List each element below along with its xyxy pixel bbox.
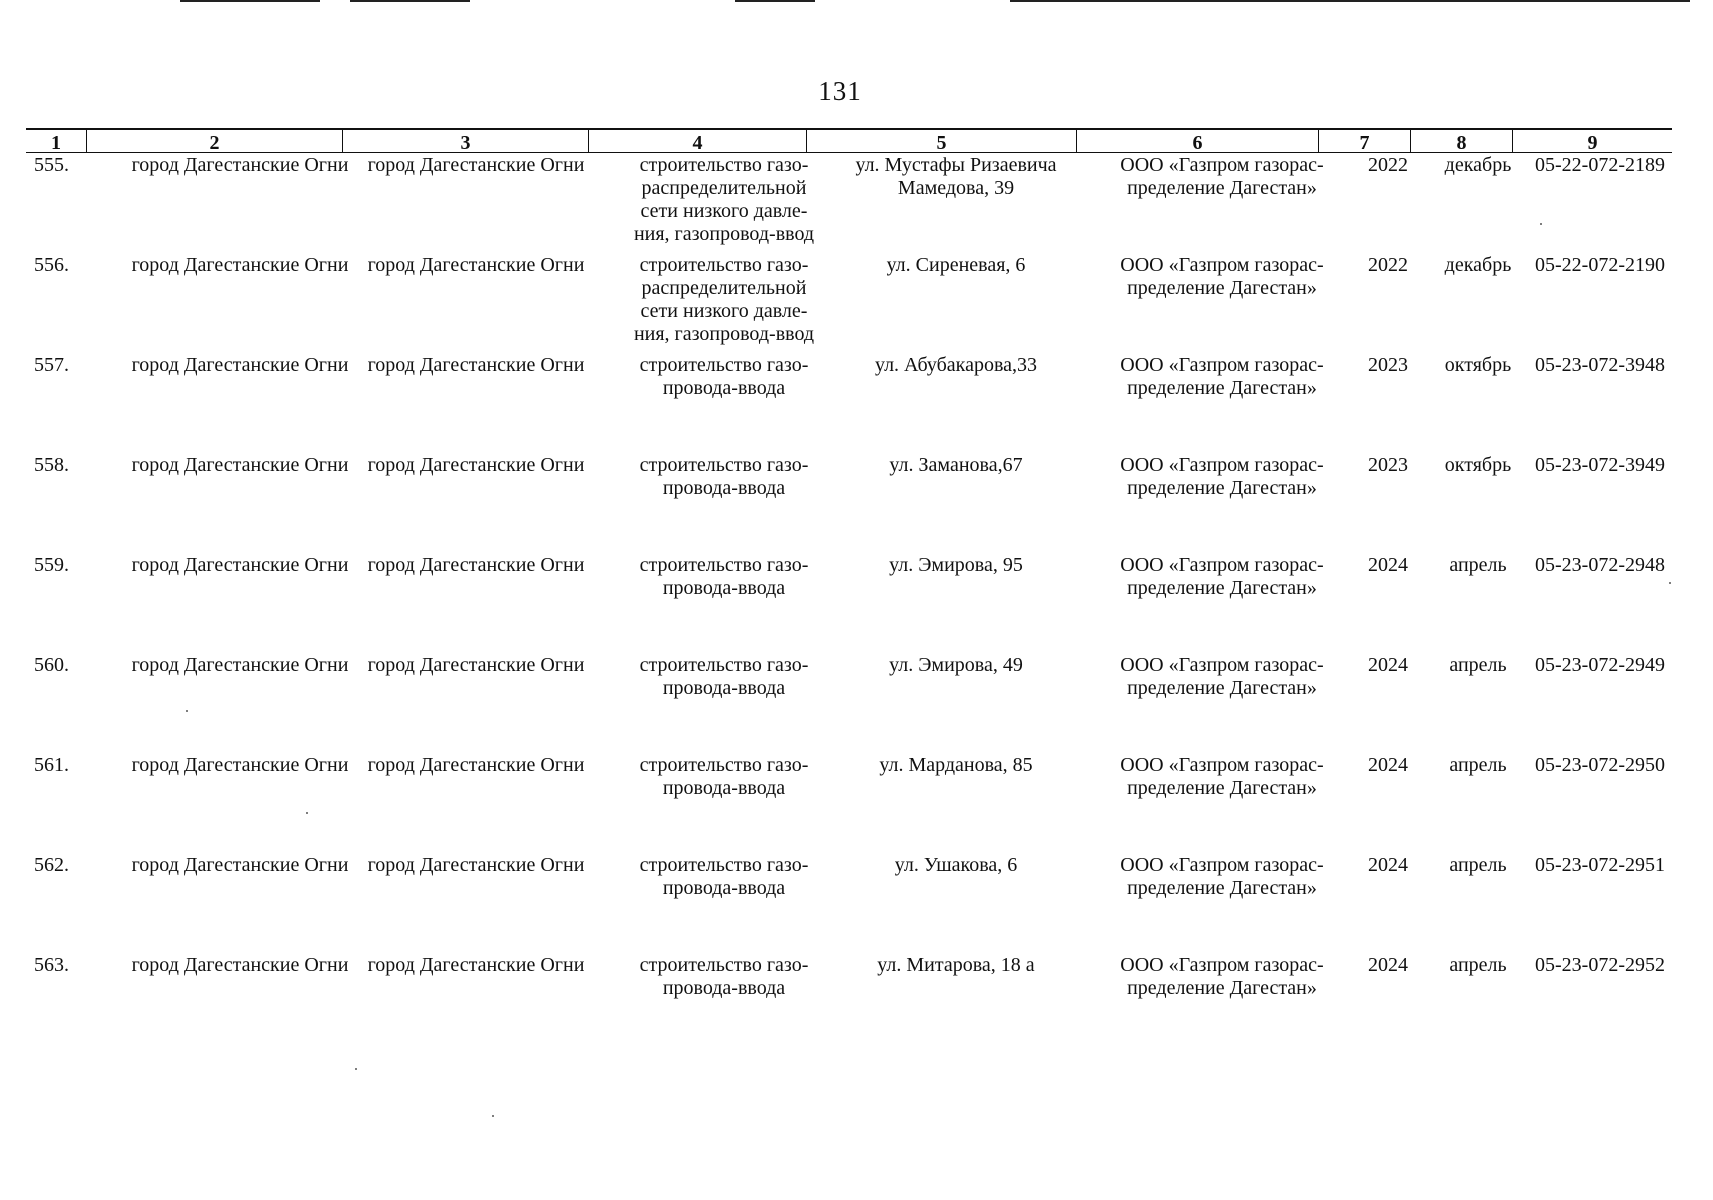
column-header: 8 <box>1410 130 1512 152</box>
address-line: ул. Ушакова, 6 <box>894 854 1018 876</box>
operator-line: пределение Дагестан» <box>1127 777 1317 799</box>
settlement-cell: город Дагестанские Огни <box>131 354 349 376</box>
municipality-cell: город Дагестанские Огни <box>367 754 585 776</box>
municipality-cell: город Дагестанские Огни <box>367 354 585 376</box>
year-cell: 2022 <box>1368 254 1408 276</box>
month-cell: апрель <box>1449 954 1507 976</box>
row-number: 555. <box>34 154 69 176</box>
table-row <box>26 654 1672 754</box>
operator-line: пределение Дагестан» <box>1127 377 1317 399</box>
operator-line: ООО «Газпром газорас- <box>1120 954 1324 976</box>
month-cell: октябрь <box>1444 354 1512 376</box>
code-cell: 05-22-072-2189 <box>1535 154 1665 176</box>
year-cell: 2024 <box>1368 654 1408 676</box>
table-row <box>26 354 1672 454</box>
table-row <box>26 454 1672 554</box>
column-header: 9 <box>1512 130 1672 152</box>
work-type-line: распределительной <box>641 277 807 299</box>
row-number: 562. <box>34 854 69 876</box>
operator-line: ООО «Газпром газорас- <box>1120 254 1324 276</box>
municipality-cell: город Дагестанские Огни <box>367 554 585 576</box>
table-row <box>26 254 1672 354</box>
column-header: 5 <box>806 130 1076 152</box>
table-row <box>26 554 1672 654</box>
column-header: 6 <box>1076 130 1318 152</box>
work-type-line: провода-ввода <box>662 677 786 699</box>
column-header: 2 <box>86 130 342 152</box>
settlement-cell: город Дагестанские Огни <box>131 254 349 276</box>
address-cell <box>806 454 1106 477</box>
column-header: 1 <box>51 132 61 154</box>
municipality-cell: город Дагестанские Огни <box>367 254 585 276</box>
operator-line: пределение Дагестан» <box>1127 577 1317 599</box>
year-cell: 2024 <box>1368 954 1408 976</box>
municipality-cell: город Дагестанские Огни <box>367 854 585 876</box>
operator-line: ООО «Газпром газорас- <box>1120 454 1324 476</box>
settlement-cell: город Дагестанские Огни <box>131 654 349 676</box>
work-type-line: провода-ввода <box>662 477 786 499</box>
work-type-line: провода-ввода <box>662 977 786 999</box>
work-type-line: строительство газо- <box>639 354 809 376</box>
work-type-line: распределительной <box>641 177 807 199</box>
address-cell <box>806 854 1106 877</box>
year-cell: 2023 <box>1368 354 1408 376</box>
operator-cell <box>1090 154 1354 200</box>
column-header: 4 <box>588 130 806 152</box>
address-line: ул. Эмирова, 95 <box>889 554 1023 576</box>
address-line: ул. Митарова, 18 а <box>877 954 1035 976</box>
municipality-cell: город Дагестанские Огни <box>367 954 585 976</box>
table-row <box>26 154 1672 254</box>
code-cell: 05-23-072-2950 <box>1535 754 1665 776</box>
settlement-cell: город Дагестанские Огни <box>131 554 349 576</box>
operator-cell <box>1090 854 1354 900</box>
column-header: 7 <box>1318 130 1410 152</box>
operator-line: ООО «Газпром газорас- <box>1120 154 1324 176</box>
work-type-line: сети низкого давле- <box>640 200 808 222</box>
operator-line: пределение Дагестан» <box>1127 877 1317 899</box>
scan-edge-line <box>350 0 470 2</box>
table-row <box>26 854 1672 954</box>
code-cell: 05-23-072-3949 <box>1535 454 1665 476</box>
code-cell: 05-23-072-2952 <box>1535 954 1665 976</box>
table-row <box>26 954 1672 1054</box>
operator-line: ООО «Газпром газорас- <box>1120 354 1324 376</box>
address-cell <box>806 254 1106 277</box>
row-number: 561. <box>34 754 69 776</box>
operator-line: ООО «Газпром газорас- <box>1120 554 1324 576</box>
scan-edge-line <box>1010 0 1690 2</box>
operator-cell <box>1090 254 1354 300</box>
operator-cell <box>1090 754 1354 800</box>
year-cell: 2023 <box>1368 454 1408 476</box>
work-type-line: строительство газо- <box>639 254 809 276</box>
address-cell <box>806 654 1106 677</box>
operator-line: ООО «Газпром газорас- <box>1120 754 1324 776</box>
operator-line: пределение Дагестан» <box>1127 677 1317 699</box>
row-number: 557. <box>34 354 69 376</box>
scan-speck <box>355 1068 357 1070</box>
work-type-line: провода-ввода <box>662 877 786 899</box>
operator-cell <box>1090 354 1354 400</box>
code-cell: 05-23-072-2948 <box>1535 554 1665 576</box>
municipality-cell: город Дагестанские Огни <box>367 454 585 476</box>
operator-cell <box>1090 954 1354 1000</box>
address-line: Мамедова, 39 <box>897 177 1015 199</box>
address-cell <box>806 154 1106 200</box>
scan-speck <box>1669 582 1671 584</box>
municipality-cell: город Дагестанские Огни <box>367 154 585 176</box>
year-cell: 2024 <box>1368 754 1408 776</box>
row-number: 560. <box>34 654 69 676</box>
settlement-cell: город Дагестанские Огни <box>131 954 349 976</box>
address-line: ул. Заманова,67 <box>889 454 1023 476</box>
operator-line: пределение Дагестан» <box>1127 177 1317 199</box>
code-cell: 05-22-072-2190 <box>1535 254 1665 276</box>
work-type-line: строительство газо- <box>639 954 809 976</box>
code-cell: 05-23-072-3948 <box>1535 354 1665 376</box>
operator-cell <box>1090 554 1354 600</box>
work-type-line: провода-ввода <box>662 377 786 399</box>
scan-edge-line <box>735 0 815 2</box>
settlement-cell: город Дагестанские Огни <box>131 154 349 176</box>
operator-cell <box>1090 654 1354 700</box>
scan-speck <box>492 1115 494 1117</box>
settlement-cell: город Дагестанские Огни <box>131 754 349 776</box>
operator-line: пределение Дагестан» <box>1127 277 1317 299</box>
work-type-line: провода-ввода <box>662 777 786 799</box>
settlement-cell: город Дагестанские Огни <box>131 454 349 476</box>
address-line: ул. Абубакарова,33 <box>874 354 1038 376</box>
scan-speck <box>1540 223 1542 225</box>
row-number: 559. <box>34 554 69 576</box>
operator-line: ООО «Газпром газорас- <box>1120 854 1324 876</box>
month-cell: апрель <box>1449 654 1507 676</box>
work-type-line: провода-ввода <box>662 577 786 599</box>
row-number: 563. <box>34 954 69 976</box>
address-line: ул. Мустафы Ризаевича <box>855 154 1057 176</box>
scan-speck <box>306 812 308 814</box>
code-cell: 05-23-072-2951 <box>1535 854 1665 876</box>
work-type-line: строительство газо- <box>639 154 809 176</box>
municipality-cell: город Дагестанские Огни <box>367 654 585 676</box>
work-type-line: строительство газо- <box>639 754 809 776</box>
scan-edge-line <box>180 0 320 2</box>
work-type-line: ния, газопровод-ввод <box>633 223 815 245</box>
month-cell: декабрь <box>1444 254 1512 276</box>
operator-line: ООО «Газпром газорас- <box>1120 654 1324 676</box>
year-cell: 2024 <box>1368 554 1408 576</box>
work-type-line: ния, газопровод-ввод <box>633 323 815 345</box>
month-cell: апрель <box>1449 554 1507 576</box>
page-number: 131 <box>818 76 862 106</box>
work-type-line: строительство газо- <box>639 654 809 676</box>
operator-cell <box>1090 454 1354 500</box>
settlement-cell: город Дагестанские Огни <box>131 854 349 876</box>
column-header: 3 <box>342 130 588 152</box>
month-cell: октябрь <box>1444 454 1512 476</box>
address-line: ул. Сиреневая, 6 <box>886 254 1026 276</box>
work-type-line: строительство газо- <box>639 454 809 476</box>
work-type-line: строительство газо- <box>639 554 809 576</box>
address-cell <box>806 954 1106 977</box>
work-type-line: строительство газо- <box>639 854 809 876</box>
year-cell: 2024 <box>1368 854 1408 876</box>
address-line: ул. Марданова, 85 <box>879 754 1033 776</box>
month-cell: апрель <box>1449 854 1507 876</box>
year-cell: 2022 <box>1368 154 1408 176</box>
row-number: 556. <box>34 254 69 276</box>
operator-line: пределение Дагестан» <box>1127 977 1317 999</box>
table-row <box>26 754 1672 854</box>
address-cell <box>806 354 1106 377</box>
scan-speck <box>186 710 188 712</box>
address-cell <box>806 754 1106 777</box>
address-line: ул. Эмирова, 49 <box>889 654 1023 676</box>
operator-line: пределение Дагестан» <box>1127 477 1317 499</box>
code-cell: 05-23-072-2949 <box>1535 654 1665 676</box>
table-header-row <box>26 130 1672 153</box>
row-number: 558. <box>34 454 69 476</box>
month-cell: декабрь <box>1444 154 1512 176</box>
month-cell: апрель <box>1449 754 1507 776</box>
address-cell <box>806 554 1106 577</box>
work-type-line: сети низкого давле- <box>640 300 808 322</box>
